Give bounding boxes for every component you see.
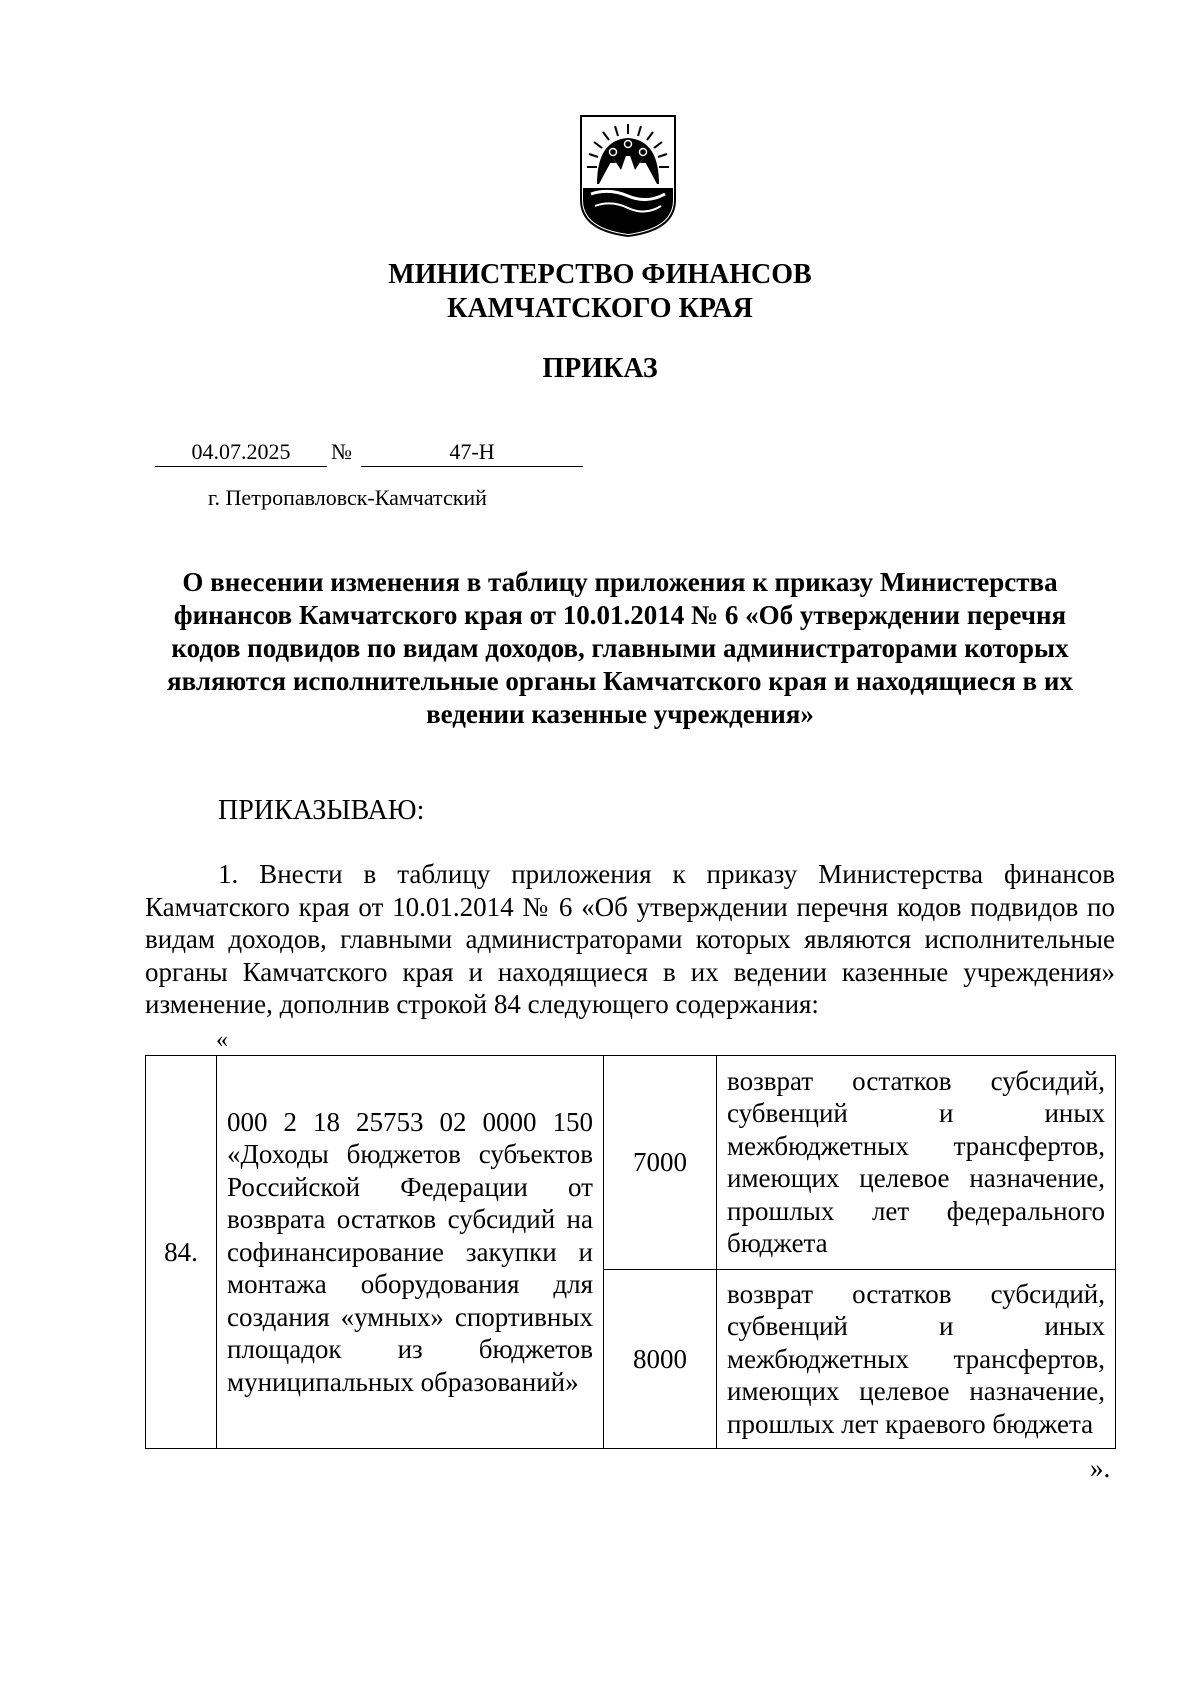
order-subject-title: О внесении изменения в таблицу приложения к приказу Министерства финансов Камчатского края от 10.01.2014 № 6 «Об утверждении перечня кодов подвидов по видам доходов, главными администраторами которых являются исполнительные органы Камчатского края и находящиеся в их ведении казенные учреждения» <box>167 567 1073 729</box>
table-open-quote: « <box>216 1027 228 1053</box>
subtype-description-cell: возврат остатков субсидий, субвенций и иных межбюджетных трансфертов, имеющих целевое назначение, прошлых лет краевого бюджета <box>717 1269 1116 1449</box>
inserted-row-table <box>145 1055 1116 1449</box>
city-name: г. Петропавловск-Камчатский <box>208 485 487 510</box>
ministry-name-line-2: КАМЧАТСКОГО КРАЯ <box>447 293 753 324</box>
table-close-quote: ». <box>1090 1453 1111 1483</box>
income-code-cell: 000 2 18 25753 02 0000 150 «Доходы бюджетов субъектов Российской Федерации от возврата остатков субсидий на софинансирование закупки и монтажа оборудования для создания «умных» спортивных площадок из бюджетов муниципальных образований» <box>217 1056 604 1449</box>
table-row <box>146 1056 1116 1270</box>
order-date: 04.07.2025 <box>155 438 327 467</box>
row-number-cell: 84. <box>146 1056 217 1449</box>
paragraph-1: 1. Внести в таблицу приложения к приказу Министерства финансов Камчатского края от 10.01.2014 № 6 «Об утверждении перечня кодов подвидов по видам доходов, главными администраторами которых являются исполнительные органы Камчатского края и находящиеся в их ведении казенные учреждения» изменение, дополнив строкой 84 следующего содержания: <box>145 859 1115 1019</box>
subtype-code-cell: 7000 <box>604 1056 717 1270</box>
number-sign: № <box>331 439 352 464</box>
decree-heading: ПРИКАЗЫВАЮ: <box>218 795 425 826</box>
subtype-description-cell: возврат остатков субсидий, субвенций и иных межбюджетных трансфертов, имеющих целевое назначение, прошлых лет федерального бюджета <box>717 1056 1116 1270</box>
document-type-title: ПРИКАЗ <box>542 353 658 384</box>
order-number: 47-Н <box>361 438 583 467</box>
subtype-code-cell: 8000 <box>604 1269 717 1449</box>
ministry-name-line-1: МИНИСТЕРСТВО ФИНАНСОВ <box>388 259 812 290</box>
kamchatka-coat-of-arms-emblem <box>577 112 679 238</box>
